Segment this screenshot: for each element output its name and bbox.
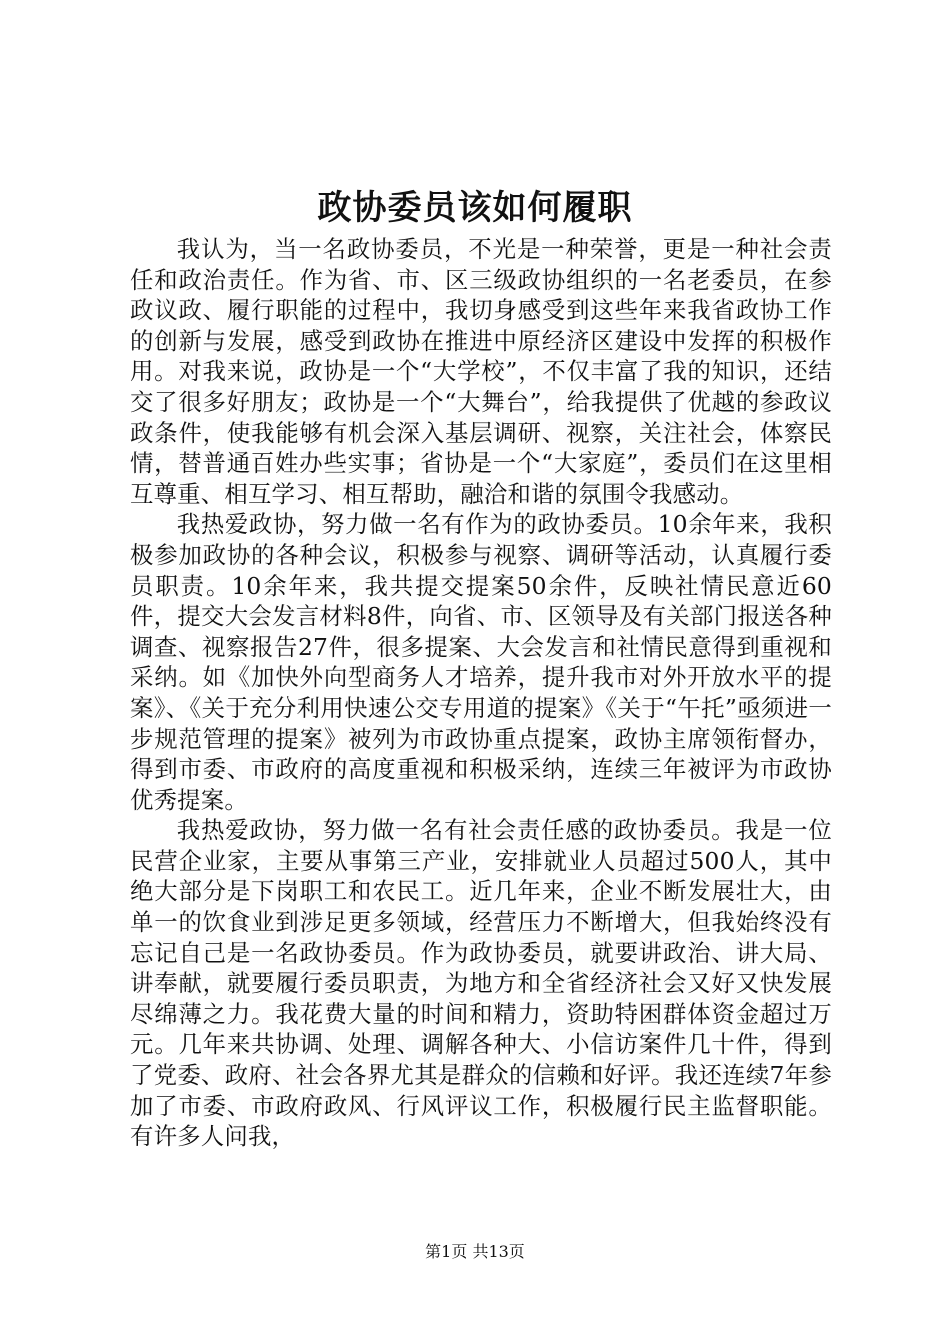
document-body — [130, 234, 832, 1152]
paragraph-2: 我热爱政协，努力做一名有作为的政协委员。10余年来，我积极参加政协的各种会议，积极参与视察、调研等活动，认真履行委员职责。10余年来，我共提交提案50余件，反映社情民意近60件，提交大会发言材料8件，向省、市、区领导及有关部门报送各种调查、视察报告27件，很多提案、大会发言和社情民意得到重视和采纳。如《加快外向型商务人才培养，提升我市对外开放水平的提案》、《关于充分利用快速公交专用道的提案》《关于“午托”亟须进一步规范管理的提案》被列为市政协重点提案，政协主席领衔督办，得到市委、市政府的高度重视和积极采纳，连续三年被评为市政协优秀提案。 — [130, 510, 832, 814]
paragraph-1: 我认为，当一名政协委员，不光是一种荣誉，更是一种社会责任和政治责任。作为省、市、区三级政协组织的一名老委员，在参政议政、履行职能的过程中，我切身感受到这些年来我省政协工作的创新与发展，感受到政协在推进中原经济区建设中发挥的积极作用。对我来说，政协是一个“大学校”，不仅丰富了我的知识，还结交了很多好朋友；政协是一个“大舞台”，给我提供了优越的参政议政条件，使我能够有机会深入基层调研、视察，关注社会，体察民情，替普通百姓办些实事；省协是一个“大家庭”，委员们在这里相互尊重、相互学习、相互帮助，融洽和谐的氛围令我感动。 — [130, 235, 832, 508]
document-title: 政协委员该如何履职 — [317, 188, 633, 228]
page-number-footer: 第1页 共13页 — [425, 1242, 525, 1261]
paragraph-3: 我热爱政协，努力做一名有社会责任感的政协委员。我是一位民营企业家，主要从事第三产业，安排就业人员超过500人，其中绝大部分是下岗职工和农民工。近几年来，企业不断发展壮大，由单一的饮食业到涉足更多领域，经营压力不断增大，但我始终没有忘记自己是一名政协委员。作为政协委员，就要讲政治、讲大局、讲奉献，就要履行委员职责，为地方和全省经济社会又好又快发展尽绵薄之力。我花费大量的时间和精力，资助特困群体资金超过万元。几年来共协调、处理、调解各种大、小信访案件几十件，得到了党委、政府、社会各界尤其是群众的信赖和好评。我还连续7年参加了市委、市政府政风、行风评议工作，积极履行民主监督职能。有许多人问我， — [130, 816, 832, 1151]
